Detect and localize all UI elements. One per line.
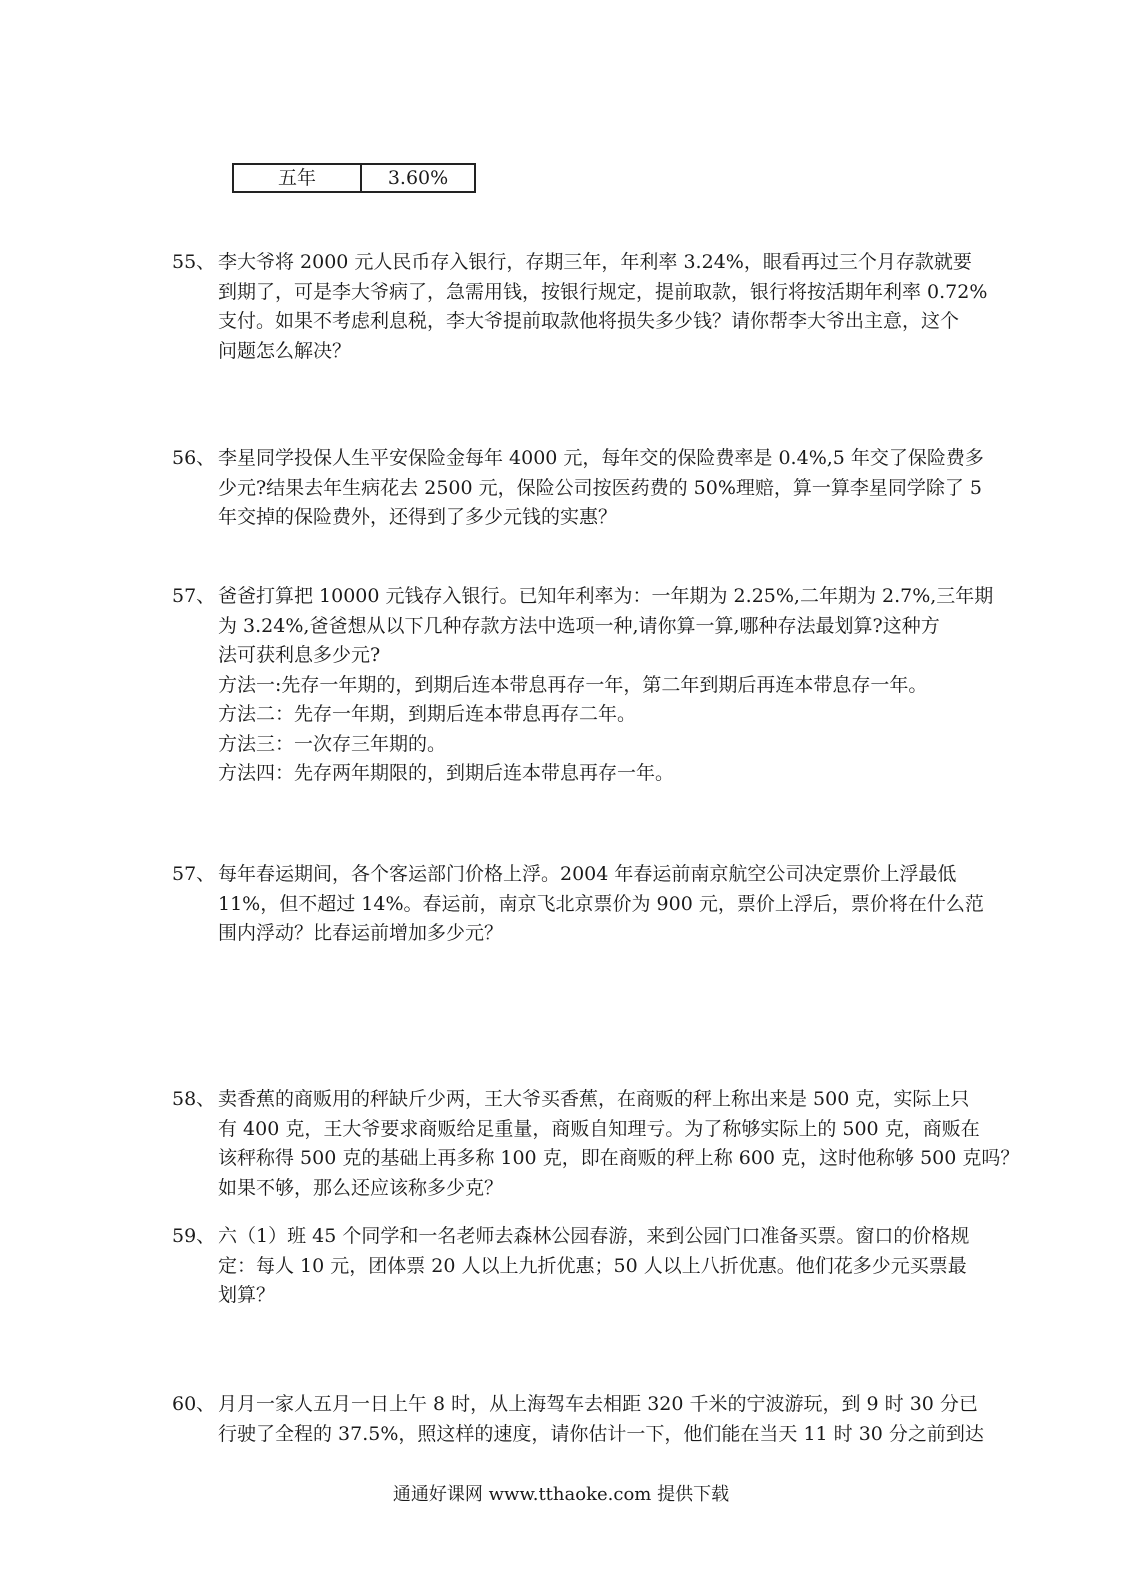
question-line: 划算？ — [218, 1284, 276, 1306]
question-line: 问题怎么解决？ — [218, 339, 352, 362]
question-line: 11%，但不超过 14%。春运前，南京飞北京票价为 900 元，票价上浮后，票价将在什么范 — [218, 892, 984, 915]
question-number: 60、 — [172, 1393, 216, 1415]
question-57b — [172, 860, 1052, 949]
question-56 — [172, 444, 1052, 533]
question-line: 定：每人 10 元，团体票 20 人以上九折优惠；50 人以上八折优惠。他们花多少元买票最 — [218, 1254, 967, 1277]
question-60 — [172, 1390, 1052, 1449]
question-number: 57、 — [172, 863, 216, 885]
method-line: 方法一:先存一年期的，到期后连本带息再存一年，第二年到期后再连本带息存一年。 — [218, 673, 928, 696]
page-footer: 通通好课网 www.tthaoke.com 提供下载 — [392, 1484, 730, 1505]
question-line: 李大爷将 2000 元人民币存入银行，存期三年，年利率 3.24%，眼看再过三个月存款就要 — [218, 251, 972, 273]
question-line: 年交掉的保险费外，还得到了多少元钱的实惠？ — [218, 506, 618, 528]
question-line: 爸爸打算把 10000 元钱存入银行。已知年利率为：一年期为 2.25%,二年期为 2.7%,三年期 — [218, 585, 994, 607]
question-line: 法可获利息多少元? — [218, 644, 381, 666]
question-number: 56、 — [172, 447, 216, 469]
question-59 — [172, 1222, 1052, 1311]
question-line: 有 400 克，王大爷要求商贩给足重量，商贩自知理亏。为了称够实际上的 500 克，商贩在 — [218, 1117, 980, 1140]
question-line: 该秤称得 500 克的基础上再多称 100 克，即在商贩的秤上称 600 克，这时他称够 500 克吗？ — [218, 1147, 1020, 1169]
question-line: 李星同学投保人生平安保险金每年 4000 元，每年交的保险费率是 0.4%,5 年交了保险费多 — [218, 447, 984, 469]
question-number: 55、 — [172, 251, 216, 273]
question-line: 到期了，可是李大爷病了，急需用钱，按银行规定，提前取款，银行将按活期年利率 0.72% — [218, 280, 988, 303]
question-line: 卖香蕉的商贩用的秤缺斤少两，王大爷买香蕉，在商贩的秤上称出来是 500 克，实际上只 — [218, 1088, 970, 1110]
question-line: 围内浮动？比春运前增加多少元？ — [218, 922, 504, 944]
question-line: 为 3.24%,爸爸想从以下几种存款方法中选项一种,请你算一算,哪种存法最划算?这种方 — [218, 614, 940, 637]
question-number: 58、 — [172, 1088, 216, 1110]
question-number: 59、 — [172, 1225, 216, 1247]
question-line: 如果不够，那么还应该称多少克？ — [218, 1176, 504, 1199]
question-line: 六（1）班 45 个同学和一名老师去森林公园春游，来到公园门口准备买票。窗口的价格规 — [218, 1225, 970, 1247]
question-line: 支付。如果不考虑利息税，李大爷提前取款他将损失多少钱？请你帮李大爷出主意，这个 — [218, 310, 960, 332]
method-line: 方法二：先存一年期，到期后连本带息再存二年。 — [218, 703, 637, 725]
question-number: 57、 — [172, 585, 216, 607]
method-line: 方法四：先存两年期限的，到期后连本带息再存一年。 — [218, 762, 675, 784]
table-row — [233, 164, 475, 192]
interest-rate-table — [232, 163, 476, 193]
question-line: 少元?结果去年生病花去 2500 元，保险公司按医药费的 50%理赔，算一算李星同学除了 5 — [218, 476, 983, 499]
question-line: 行驶了全程的 37.5%，照这样的速度，请你估计一下，他们能在当天 11 时 30 分之前到达 — [218, 1422, 984, 1445]
term-cell: 五年 — [233, 164, 361, 192]
question-57a — [172, 582, 1052, 789]
question-58 — [172, 1085, 1052, 1203]
question-line: 月月一家人五月一日上午 8 时，从上海驾车去相距 320 千米的宁波游玩，到 9 时 30 分已 — [218, 1393, 978, 1415]
question-55 — [172, 248, 1052, 366]
question-line: 每年春运期间，各个客运部门价格上浮。2004 年春运前南京航空公司决定票价上浮最低 — [218, 863, 957, 885]
method-line: 方法三：一次存三年期的。 — [218, 732, 447, 755]
rate-cell: 3.60% — [361, 164, 475, 192]
